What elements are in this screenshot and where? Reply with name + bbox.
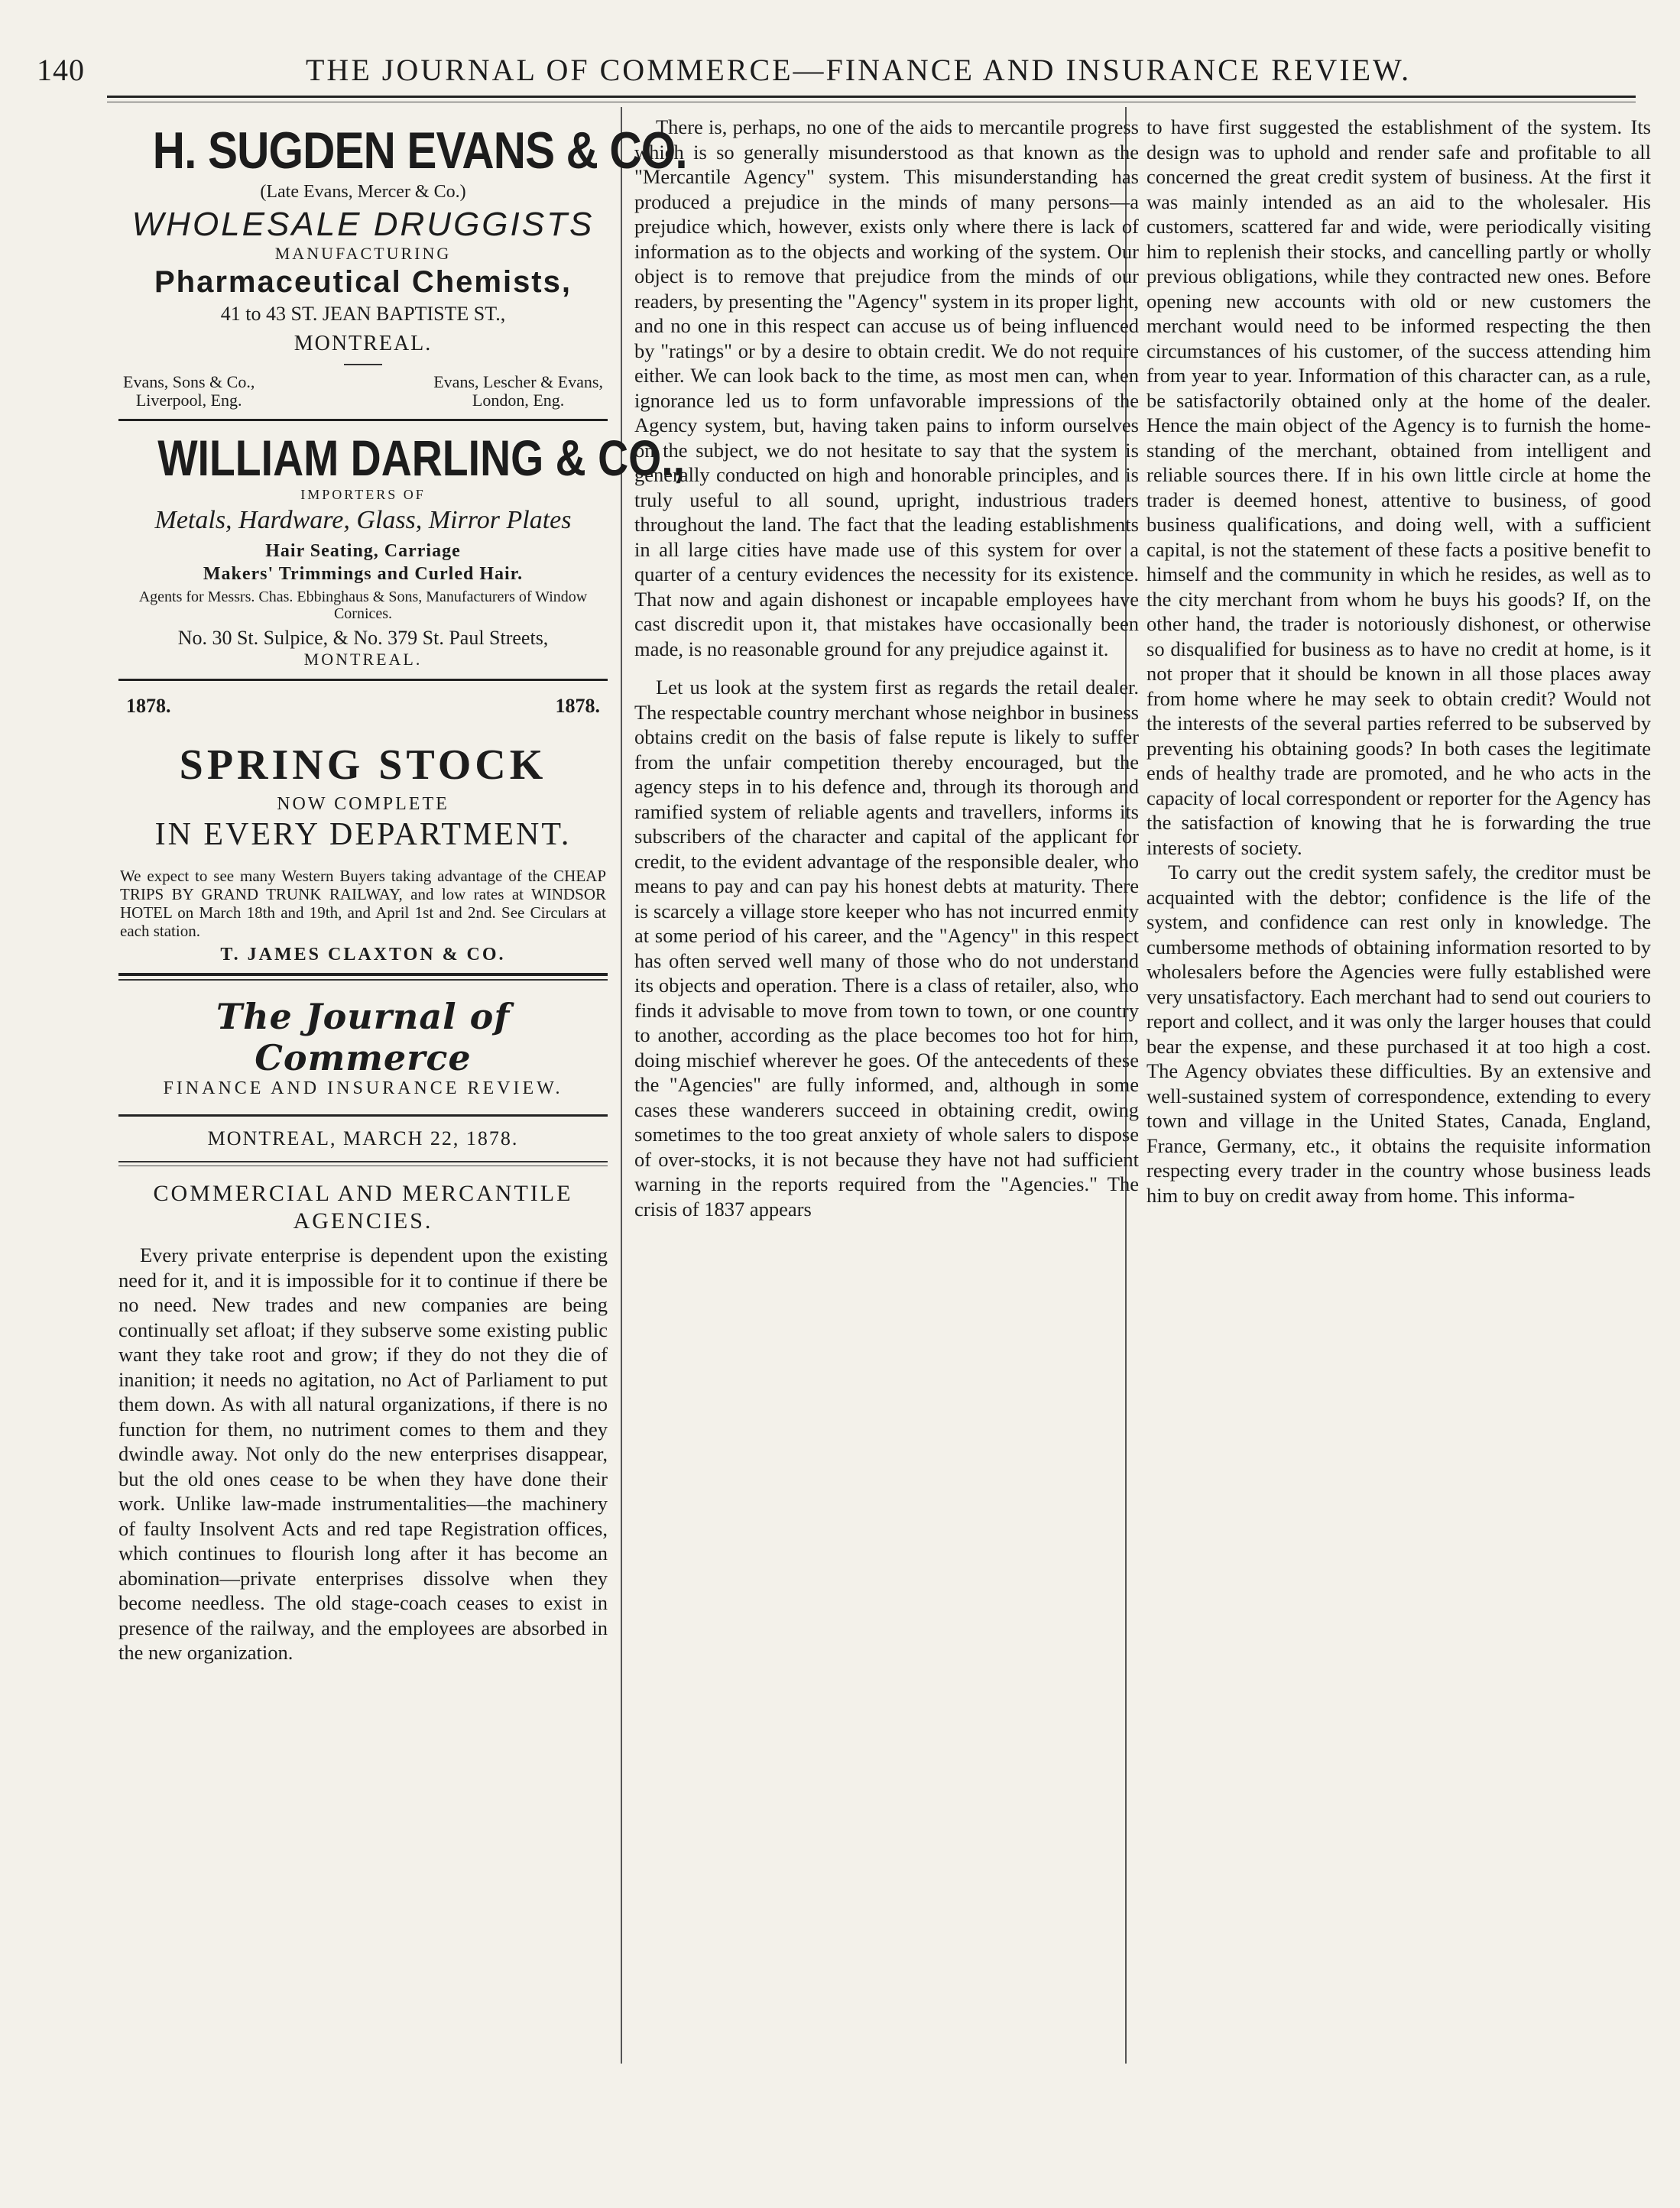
- article-body-right: [1146, 115, 1651, 1208]
- year-right: 1878.: [555, 695, 600, 717]
- article-body-middle: [634, 115, 1139, 1221]
- column-divider: [621, 107, 622, 2064]
- paragraph: There is, perhaps, no one of the aids to mercantile progress which is so generally misunderstood as that known as the "Mercantile Agency" system. This misunderstanding has produced a prejudice in the minds of many persons—a prejudice which, however, exists only where there is lack of information as to the objects and working of the system. Our object is to remove that prejudice from the minds of our readers, by presenting the "Agency" system in its proper light, and no one in this respect can accuse us of being influenced by "ratings" or by a desire to obtain credit. We do not require either. We can look back to the time, as most men can, when ignorance led us to form unfavorable impressions of the Agency system, but, having taken pains to inform ourselves on the subject, we do not hesitate to say that the system is generally conducted on high and honorable principles, and is truly useful to all sound, upright, industrious traders throughout the land. The fact that the leading establishments in all large cities have made use of this system for over a quarter of a century evidences the necessity for its existence. That now and again dishonest or incapable employees have cast discredit upon it, that mistakes have occasionally been made, is no reasonable ground for any prejudice against it.: [634, 115, 1139, 660]
- ad-separator-thin: [118, 979, 608, 981]
- branch-left-city: Liverpool, Eng.: [135, 391, 242, 410]
- middle-column: [634, 115, 1139, 2056]
- year-left: 1878.: [126, 695, 171, 717]
- ad-claxton-now: NOW COMPLETE: [277, 794, 449, 814]
- ad-darling-address: No. 30 St. Sulpice, & No. 379 St. Paul Streets,: [177, 627, 549, 649]
- article-title: COMMERCIAL AND MERCANTILE AGENCIES.: [153, 1181, 573, 1234]
- paragraph: Every private enterprise is dependent upon the existing need for it, and it is impossible for it to continue if there be no need. New trades and new companies are being continually set afloat; if they subserve some existing public want they take root and grow; if they do not they die of inanition; it needs no agitation, no Act of Parliament to put them down. As with all natural organizations, if there is no function for them, no nutriment comes to them and they dwindle away. Not only do the new enterprises disappear, but the old ones cease to be when they have done their work. Unlike law-made instrumentalities—the machinery of faulty Insolvent Acts and red tape Registration offices, which continues to flourish long after it has become an abomination—private enterprises dissolve when they become needless. The old stage-coach ceases to exist in presence of the railway, and the employees are absorbed in the new organization.: [118, 1243, 608, 1664]
- ad-claxton-years: [118, 681, 608, 718]
- page-number: 140: [37, 53, 85, 87]
- ad-darling-hair: [118, 540, 608, 585]
- ad-separator: [118, 973, 608, 976]
- ad-darling-importers: IMPORTERS OF: [300, 487, 426, 502]
- ad-darling-agents: Agents for Messrs. Chas. Ebbinghaus & Sons, Manufacturers of Window Cornices.: [138, 588, 588, 622]
- ad-claxton-dept: IN EVERY DEPARTMENT.: [154, 817, 572, 852]
- ad-darling-city: MONTREAL.: [303, 650, 423, 669]
- ad-separator: [118, 419, 608, 421]
- dateline: MONTREAL, MARCH 22, 1878.: [118, 1114, 608, 1162]
- masthead: [118, 996, 608, 1166]
- ad-evans-manufacturing: MANUFACTURING: [274, 244, 452, 263]
- ad-evans-late: (Late Evans, Mercer & Co.): [260, 182, 466, 202]
- branch-right-name: Evans, Lescher & Evans,: [433, 372, 603, 391]
- ad-darling: [118, 429, 686, 670]
- ad-evans-branches: [118, 373, 608, 410]
- ad-claxton: [118, 681, 608, 965]
- page-header: [31, 44, 1636, 90]
- paragraph: To carry out the credit system safely, the creditor must be acquainted with the debtor; confidence is the life of the system, and confidence can rest only in knowledge. The cumbersome methods of obtaining information resorted to by wholesalers before the Agencies were fully established were very unsatisfactory. Each merchant had to send out couriers to report and collect, and it was only the larger houses that could bear the expense, and these purchased it at too high a cost. The Agency obviates these difficulties. By an extensive and well-sustained system of correspondence, extending to every town and village in the United States, Canada, England, France, Germany, etc., it obtains the requisite information respecting every trader in the country whose business leads him to buy on credit away from home. This informa-: [1146, 861, 1651, 1207]
- ad-claxton-sign: T. JAMES CLAXTON & CO.: [220, 945, 506, 965]
- branch-right-city: London, Eng.: [472, 391, 565, 410]
- left-column: [118, 115, 687, 2056]
- ad-evans-city: MONTREAL.: [294, 332, 433, 355]
- branch-left-name: Evans, Sons & Co.,: [123, 372, 255, 391]
- ad-claxton-title: SPRING STOCK: [179, 741, 547, 789]
- running-head: THE JOURNAL OF COMMERCE—FINANCE AND INSURANCE REVIEW.: [306, 53, 1412, 87]
- divider: [344, 364, 382, 365]
- ad-darling-hair-1: Hair Seating, Carriage: [265, 541, 461, 561]
- header-rule: [107, 96, 1636, 98]
- ad-darling-name: WILLIAM DARLING & CO.,: [157, 430, 686, 486]
- ad-darling-goods: Metals, Hardware, Glass, Mirror Plates: [154, 506, 572, 534]
- ad-evans-pharm: Pharmaceutical Chemists,: [154, 265, 572, 299]
- ad-claxton-body: We expect to see many Western Buyers taking advantage of the CHEAP TRIPS BY GRAND TRUNK RAILWAY, and low rates at WINDSOR HOTEL on March 18th and 19th, and April 1st and 2nd. See Circulars at each station.: [120, 867, 606, 940]
- paragraph: to have first suggested the establishment of the system. Its design was to uphold and render safe and profitable to all concerned the great credit system of business. At the first it was mainly intended as an aid to the wholesaler. His customers, scattered far and wide, were periodically visiting him to replenish their stocks, and cancelling partly or wholly previous obligations, while they contracted new ones. Before opening new accounts with old or new customers the merchant would need to be informed respecting the then circumstances of his customer, of the success attending him from year to year. Information of this character can, as a rule, be satisfactorily obtained only at the home of the dealer. Hence the main object of the Agency is to furnish the home-standing of the merchant, obtained from intelligent and reliable sources there. If in his own little circle at home the trader is deemed honest, attentive to business, of good business qualifications, and doing well, with a sufficient capital, is not the statement of these facts a positive benefit to himself and the community in which he resides, as well as to the city merchant from whom he buys his goods? If, on the other hand, the trader is notoriously dishonest, or otherwise so disqualified for business as to have no credit at home, is it not proper that it should be known in all those places away from home where he may seek to obtain credit? Would not the interests of the several parties referred to be subserved by preventing his obtaining goods? In both cases the legitimate ends of healthy trade are promoted, and he who acts in the capacity of local correspondent or reporter for the Agency has the satisfaction of knowing that he is forwarding the true interests of society.: [1146, 115, 1651, 859]
- right-column: [1146, 115, 1651, 2056]
- paragraph: Let us look at the system first as regards the retail dealer. The respectable country merchant whose neighbor in business obtains credit on the basis of false repute is likely to suffer from the unfair competition thereby encouraged, but the agency steps in to his defence and, through its thorough and ramified system of reliable agents and travellers, informs its subscribers of the character and capital of the applicant for credit, to the evident advantage of the responsible dealer, who means to pay and can pay his honest debts at maturity. There is scarcely a village store keeper who has not incurred enmity at some period of his career, and the "Agency" in this respect has often served well many of those who do not understand its objects and operation. There is a class of retailer, also, who finds it advisable to move from town to town, or one country to another, according as the place becomes too hot for him, doing mischief wherever he goes. Of the antecedents of these the "Agencies" are fully informed, and, although in some cases these wanderers succeed in obtaining credit, owing sometimes to the too great anxiety of whole salers to dispose of over-stocks, it is not because they have not had sufficient warning in the reports required from the "Agencies." The crisis of 1837 appears: [634, 676, 1139, 1221]
- ad-darling-hair-2: Makers' Trimmings and Curled Hair.: [203, 564, 524, 584]
- ad-evans: [118, 121, 687, 410]
- masthead-subtitle: FINANCE AND INSURANCE REVIEW.: [163, 1078, 563, 1098]
- ad-evans-address: 41 to 43 ST. JEAN BAPTISTE ST.,: [220, 303, 506, 325]
- branch-left: [123, 373, 255, 410]
- masthead-title: The Journal of Commerce: [216, 996, 511, 1078]
- ad-evans-name: H. SUGDEN EVANS & CO.: [152, 122, 687, 180]
- ad-evans-role: WHOLESALE DRUGGISTS: [131, 206, 595, 243]
- article-body-left: [118, 1243, 608, 1665]
- branch-right: [433, 373, 603, 410]
